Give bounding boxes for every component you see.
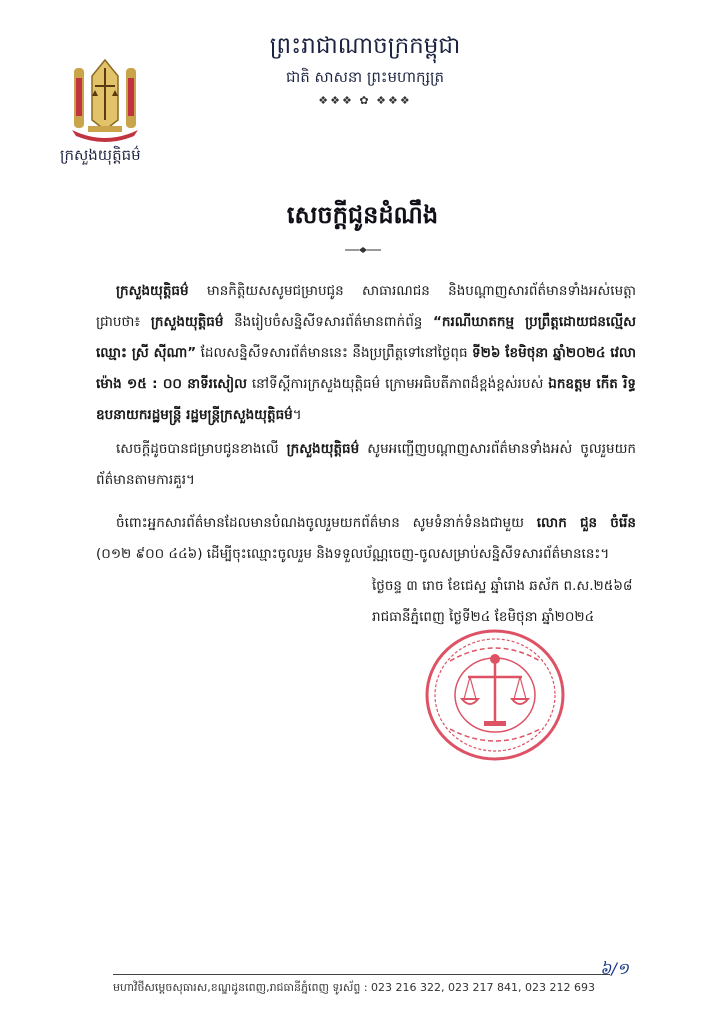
ministry-name: ក្រសួងយុត្តិធម៌ [286, 441, 360, 457]
text: (០១២ ៩០០ ៤៤៦) ដើម្បីចុះឈ្មោះចូលរួម និងទទួលប័ណ្ណចេញ-ចូលសម្រាប់សន្និសីទសារព័ត៌មាននេះ។ [96, 546, 610, 562]
ministry-name: ក្រសួងយុត្តិធម៌ [116, 283, 189, 299]
paragraph-contact [96, 508, 636, 570]
ministry-emblem-icon [68, 56, 142, 142]
text: សេចក្តីដូចបានជម្រាបជូនខាងលើ [116, 441, 287, 457]
paragraph-announcement [96, 276, 636, 431]
footer-address: មហាវិថីសម្តេចសុធារស,ខណ្ឌដូនពេញ,រាជធានីភ្នំពេញ ទូរស័ព្ទ : 023 216 322, 023 217 841, 023 212 693 [113, 981, 595, 994]
solar-date: រាជធានីភ្នំពេញ ថ្ងៃទី២៤ ខែមិថុនា ឆ្នាំ២០២៤ [372, 609, 595, 625]
ministry-logo-label: ក្រសួងយុត្តិធម៌ [60, 146, 141, 164]
contact-person: លោក ជួន ចំរើន [536, 515, 636, 531]
page-number-mark: ៦/១ [600, 959, 629, 978]
document-title: សេចក្តីជូនដំណឹង [286, 201, 439, 229]
paragraph-invitation [96, 434, 636, 496]
title-divider-icon [345, 246, 381, 254]
text: មានកិត្តិយសសូមជម្រាបជូន សាធារណជន និងបណ្តាញសារព័ត៌មានទាំងអស់មេត្តាជ្រាបថា៖ [96, 283, 636, 330]
text: ចំពោះអ្នកសារព័ត៌មានដែលមានបំណងចូលរួមយកព័ត៌មាន សូមទំនាក់ទំនងជាមួយ [116, 515, 537, 531]
national-motto: ជាតិ សាសនា ព្រះមហាក្សត្រ [285, 68, 445, 86]
header-ornament: ❖❖❖ ✿ ❖❖❖ [318, 94, 412, 107]
event-datetime: ទី២៦ ខែមិថុនា ឆ្នាំ២០២៤ វេលាម៉ោង ១៥ : ០០ នាទីរសៀល [96, 345, 637, 392]
text: នៅទីស្តីការក្រសួងយុត្តិធម៌ ក្រោមអធិបតីភាពដ៏ខ្ពង់ខ្ពស់របស់ [246, 376, 549, 392]
text: នឹងរៀបចំសន្និសីទសារព័ត៌មានពាក់ព័ន្ធ [223, 314, 433, 330]
lunar-date: ថ្ងៃចន្ទ ៣ រោច ខែជេស្ឋ ឆ្នាំរោង ឆស័ក ព.ស.២៥៦៨ [372, 578, 633, 594]
footer-divider [113, 974, 610, 975]
ministry-name: ក្រសួងយុត្តិធម៌ [150, 314, 224, 330]
text: សូមអញ្ជើញបណ្តាញសារព័ត៌មានទាំងអស់ ចូលរួមយកព័ត៌មានតាមការគួរ។ [96, 441, 636, 488]
text: ដែលសន្និសីទសារព័ត៌មាននេះ នឹងប្រព្រឹត្តទៅនៅថ្ងៃពុធ [196, 345, 473, 361]
presiding-official: ឯកឧត្តម កើត រិទ្ធ ឧបនាយករដ្ឋមន្ត្រី រដ្ឋមន្ត្រីក្រសួងយុត្តិធម៌ [96, 376, 636, 423]
case-title: “ករណីឃាតកម្ម ប្រព្រឹត្តដោយជនល្មើសឈ្មោះ ស្រី ស៊ីណា” [96, 314, 636, 361]
text: ។ [292, 407, 302, 423]
official-seal-icon [420, 625, 570, 765]
kingdom-title: ព្រះរាជាណាចក្រកម្ពុជា [269, 33, 461, 59]
